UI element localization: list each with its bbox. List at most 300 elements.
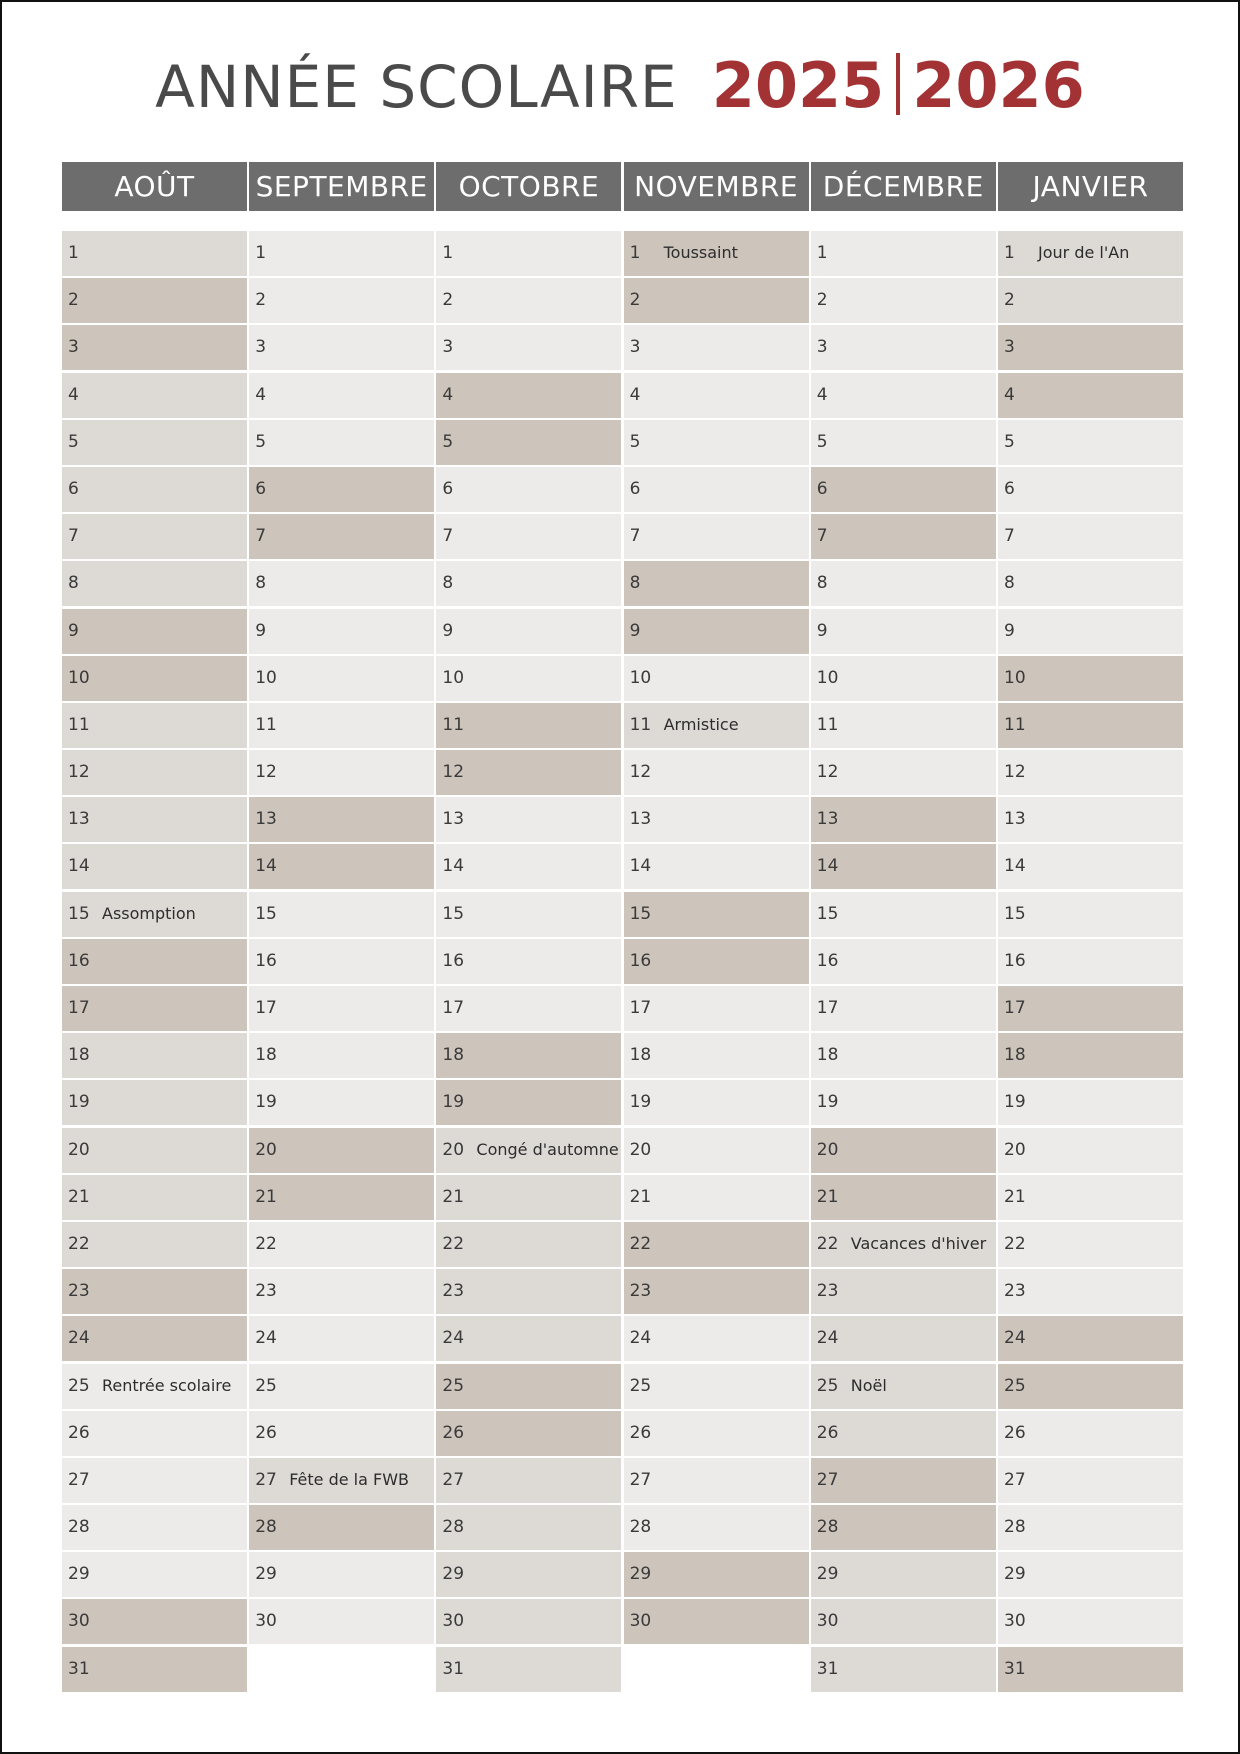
day-cell: [249, 1552, 434, 1597]
day-number: 17: [442, 998, 465, 1018]
day-cell: [436, 373, 621, 418]
day-number: 13: [442, 809, 465, 830]
day-number: 28: [1004, 1517, 1026, 1538]
day-number: 21: [442, 1186, 465, 1207]
day-cell: [998, 561, 1183, 606]
day-cell: [811, 986, 996, 1031]
month-column: [811, 162, 996, 1679]
day-list: [249, 231, 434, 1647]
day-note: Jour de l'An: [1038, 243, 1130, 262]
day-cell: [249, 986, 434, 1031]
day-number: 15: [816, 903, 839, 924]
day-cell: [624, 939, 809, 984]
day-cell: [62, 1128, 247, 1173]
day-number: 8: [255, 573, 267, 594]
day-cell: [62, 1552, 247, 1597]
day-number: 9: [1004, 620, 1015, 641]
day-number: 1: [816, 243, 828, 263]
day-number: 31: [1004, 1658, 1026, 1679]
day-cell: [249, 609, 434, 654]
day-cell: [811, 373, 996, 418]
day-number: 27: [255, 1469, 277, 1490]
day-number: 30: [629, 1611, 652, 1632]
day-cell: [62, 1599, 247, 1644]
day-cell: [62, 797, 247, 842]
day-number: 28: [255, 1517, 277, 1538]
day-cell: [624, 278, 809, 323]
day-cell: [811, 1316, 996, 1361]
day-cell: [62, 373, 247, 418]
day-number: 3: [816, 337, 828, 358]
day-cell: [811, 892, 996, 937]
day-number: 13: [255, 809, 277, 830]
day-number: 5: [629, 431, 641, 452]
day-number: 24: [1004, 1328, 1026, 1349]
day-number: 11: [1004, 714, 1026, 735]
day-number: 31: [816, 1658, 839, 1679]
day-cell: [811, 1128, 996, 1173]
day-list: [811, 231, 996, 1694]
day-cell: [62, 231, 247, 276]
day-number: 7: [1004, 526, 1015, 547]
day-cell: [436, 844, 621, 889]
day-number: 13: [68, 809, 90, 830]
day-cell: [436, 420, 621, 465]
day-cell: [436, 986, 621, 1031]
day-number: 5: [1004, 431, 1015, 452]
day-cell: [436, 656, 621, 701]
day-number: 6: [816, 478, 828, 499]
day-number: 21: [816, 1186, 839, 1207]
day-cell: [62, 609, 247, 654]
day-cell: [249, 1316, 434, 1361]
day-number: 17: [816, 998, 839, 1018]
day-number: 26: [68, 1422, 90, 1443]
day-number: 20: [816, 1139, 839, 1160]
day-cell: [249, 1222, 434, 1267]
day-cell: [811, 1599, 996, 1644]
day-cell: [436, 892, 621, 937]
day-number: 16: [1004, 950, 1026, 971]
day-cell: [998, 844, 1183, 889]
day-cell: [436, 703, 621, 748]
day-cell: [249, 561, 434, 606]
day-list: [998, 231, 1183, 1694]
day-number: 12: [816, 762, 839, 783]
day-number: 4: [816, 384, 828, 405]
day-cell: [998, 656, 1183, 701]
day-number: 30: [442, 1611, 465, 1632]
month-column: [624, 162, 809, 1632]
day-cell: [998, 986, 1183, 1031]
day-cell: [811, 1033, 996, 1078]
day-cell: [998, 1411, 1183, 1456]
day-cell: [998, 1505, 1183, 1550]
day-cell: [624, 1080, 809, 1125]
day-number: 7: [629, 526, 641, 547]
day-cell: [624, 656, 809, 701]
day-number: 2: [629, 290, 641, 311]
day-cell: [62, 1175, 247, 1220]
day-number: 21: [68, 1186, 90, 1207]
month-column: [249, 162, 434, 1632]
day-number: 6: [68, 478, 79, 499]
day-number: 12: [68, 762, 90, 783]
day-cell: [998, 1599, 1183, 1644]
day-number: 8: [816, 573, 828, 594]
day-number: 29: [255, 1564, 277, 1585]
day-number: 10: [816, 667, 839, 688]
day-number: 23: [68, 1281, 90, 1302]
day-number: 18: [816, 1045, 839, 1066]
day-cell: [62, 703, 247, 748]
day-note: Vacances d'hiver: [850, 1233, 987, 1253]
day-cell: [624, 325, 809, 370]
day-number: 23: [629, 1281, 652, 1302]
day-number: 14: [629, 856, 652, 877]
day-number: 1: [1004, 243, 1015, 263]
day-number: 27: [1004, 1469, 1026, 1490]
day-number: 20: [1004, 1139, 1026, 1160]
day-cell: [436, 609, 621, 654]
day-number: 12: [629, 762, 652, 783]
day-cell: [998, 467, 1183, 512]
day-number: 11: [629, 714, 652, 735]
day-cell: [624, 1175, 809, 1220]
day-number: 7: [816, 526, 828, 547]
day-cell: [249, 1175, 434, 1220]
day-number: 2: [816, 290, 828, 311]
day-cell: [998, 1033, 1183, 1078]
day-cell: [998, 939, 1183, 984]
day-cell: [62, 656, 247, 701]
day-cell: [811, 467, 996, 512]
day-number: 23: [1004, 1281, 1026, 1302]
day-number: 14: [816, 856, 839, 877]
day-number: 2: [255, 290, 267, 311]
day-cell: [998, 1458, 1183, 1503]
day-cell: [998, 1269, 1183, 1314]
day-cell: [436, 1269, 621, 1314]
day-number: 1: [442, 243, 454, 263]
month-header: NOVEMBRE: [624, 162, 809, 211]
day-number: 17: [255, 998, 277, 1018]
day-cell: [62, 1458, 247, 1503]
day-cell: [249, 514, 434, 559]
day-number: 29: [442, 1564, 465, 1585]
title-years: [712, 49, 1085, 122]
month-header: SEPTEMBRE: [249, 162, 434, 211]
day-number: 8: [68, 573, 79, 594]
month-column: [62, 162, 247, 1679]
day-number: 17: [68, 998, 90, 1018]
day-number: 26: [255, 1422, 277, 1443]
day-number: 16: [255, 950, 277, 971]
month-column: [998, 162, 1183, 1679]
day-number: 15: [68, 903, 90, 924]
day-number: 13: [1004, 809, 1026, 830]
day-cell: [624, 1411, 809, 1456]
day-number: 3: [255, 337, 267, 358]
day-cell: [62, 1269, 247, 1314]
day-number: 24: [68, 1328, 90, 1349]
day-cell: [998, 1222, 1183, 1267]
day-cell: [998, 1316, 1183, 1361]
day-cell: [436, 325, 621, 370]
day-number: 7: [442, 526, 454, 547]
day-cell: [811, 797, 996, 842]
day-cell: [811, 609, 996, 654]
day-number: 27: [816, 1469, 839, 1490]
day-number: 8: [629, 573, 641, 594]
day-number: 10: [68, 667, 90, 688]
day-number: 18: [255, 1045, 277, 1066]
day-number: 18: [68, 1045, 90, 1066]
day-cell: [998, 231, 1183, 276]
day-cell: [998, 1552, 1183, 1597]
day-cell: [624, 750, 809, 795]
day-list: [436, 231, 621, 1694]
day-cell: [811, 325, 996, 370]
month-header: AOÛT: [62, 162, 247, 211]
day-number: 22: [1004, 1233, 1026, 1254]
day-cell: [624, 373, 809, 418]
day-number: 3: [442, 337, 454, 358]
day-cell: [624, 231, 809, 276]
day-number: 12: [1004, 762, 1026, 783]
day-cell: [811, 1269, 996, 1314]
day-number: 23: [255, 1281, 277, 1302]
day-cell: [624, 467, 809, 512]
day-number: 2: [442, 290, 454, 311]
day-cell: [624, 1222, 809, 1267]
day-number: 13: [629, 809, 652, 830]
day-cell: [811, 561, 996, 606]
day-cell: [249, 1269, 434, 1314]
day-number: 3: [1004, 337, 1015, 358]
day-cell: [62, 939, 247, 984]
day-cell: [811, 278, 996, 323]
day-number: 10: [629, 667, 652, 688]
day-number: 30: [68, 1611, 90, 1632]
day-number: 12: [442, 762, 465, 783]
day-number: 29: [1004, 1564, 1026, 1585]
day-number: 19: [816, 1092, 839, 1113]
day-cell: [436, 231, 621, 276]
day-number: 19: [1004, 1092, 1026, 1113]
day-cell: [811, 1411, 996, 1456]
year-separator: [896, 53, 900, 115]
day-cell: [62, 278, 247, 323]
day-number: 15: [442, 903, 465, 924]
day-cell: [436, 1458, 621, 1503]
day-number: 4: [68, 384, 79, 405]
day-cell: [436, 1175, 621, 1220]
day-cell: [436, 1552, 621, 1597]
day-cell: [436, 750, 621, 795]
title-main: ANNÉE SCOLAIRE: [155, 53, 678, 121]
day-cell: [998, 1175, 1183, 1220]
day-cell: [62, 1647, 247, 1692]
day-number: 27: [68, 1469, 90, 1490]
day-cell: [811, 1222, 996, 1267]
day-number: 28: [816, 1517, 839, 1538]
day-cell: [998, 1647, 1183, 1692]
day-number: 7: [68, 526, 79, 547]
day-number: 23: [442, 1281, 465, 1302]
day-number: 9: [816, 620, 828, 641]
day-cell: [436, 1364, 621, 1409]
day-number: 27: [629, 1469, 652, 1490]
day-number: 6: [629, 478, 641, 499]
day-cell: [624, 1033, 809, 1078]
day-cell: [249, 467, 434, 512]
day-cell: [624, 892, 809, 937]
day-number: 28: [442, 1517, 465, 1538]
day-number: 14: [68, 856, 90, 877]
day-number: 20: [442, 1139, 465, 1160]
day-cell: [998, 1128, 1183, 1173]
day-number: 26: [816, 1422, 839, 1443]
day-number: 15: [1004, 903, 1026, 924]
year-start: 2025: [711, 49, 885, 122]
day-number: 6: [255, 478, 267, 499]
day-number: 14: [442, 856, 465, 877]
day-cell: [249, 1364, 434, 1409]
day-cell: [436, 561, 621, 606]
month-header: JANVIER: [998, 162, 1183, 211]
day-number: 3: [629, 337, 641, 358]
day-cell: [249, 844, 434, 889]
day-cell: [624, 797, 809, 842]
day-cell: [62, 844, 247, 889]
day-cell: [436, 1647, 621, 1692]
day-cell: [624, 1364, 809, 1409]
day-cell: [249, 656, 434, 701]
day-number: 16: [629, 950, 652, 971]
day-number: 9: [629, 620, 641, 641]
day-cell: [249, 373, 434, 418]
day-cell: [436, 514, 621, 559]
day-cell: [62, 1222, 247, 1267]
day-cell: [249, 1599, 434, 1644]
day-number: 7: [255, 526, 267, 547]
day-number: 5: [68, 431, 79, 452]
day-number: 4: [1004, 384, 1015, 405]
day-cell: [436, 278, 621, 323]
day-cell: [811, 231, 996, 276]
day-cell: [436, 467, 621, 512]
day-cell: [998, 278, 1183, 323]
day-number: 30: [255, 1611, 277, 1632]
day-cell: [436, 1080, 621, 1125]
day-number: 19: [255, 1092, 277, 1113]
day-cell: [249, 797, 434, 842]
day-note: Fête de la FWB: [289, 1469, 409, 1489]
day-number: 21: [1004, 1186, 1026, 1207]
day-cell: [249, 703, 434, 748]
day-list: [62, 231, 247, 1694]
day-cell: [811, 750, 996, 795]
day-cell: [62, 1364, 247, 1409]
day-number: 9: [255, 620, 267, 641]
day-number: 29: [629, 1564, 652, 1585]
day-cell: [249, 325, 434, 370]
day-cell: [998, 325, 1183, 370]
day-number: 19: [442, 1092, 465, 1113]
day-cell: [624, 1128, 809, 1173]
day-cell: [249, 939, 434, 984]
day-number: 14: [1004, 856, 1026, 877]
day-number: 18: [629, 1045, 652, 1066]
day-number: 26: [629, 1422, 652, 1443]
day-cell: [62, 420, 247, 465]
day-cell: [249, 231, 434, 276]
day-number: 24: [255, 1328, 277, 1349]
day-cell: [811, 656, 996, 701]
day-number: 12: [255, 762, 277, 783]
day-number: 11: [68, 714, 90, 735]
day-cell: [436, 1222, 621, 1267]
day-number: 3: [68, 337, 79, 358]
day-cell: [811, 1080, 996, 1125]
day-cell: [249, 1033, 434, 1078]
day-number: 31: [442, 1658, 465, 1679]
day-number: 4: [629, 384, 641, 405]
day-cell: [811, 420, 996, 465]
day-cell: [249, 420, 434, 465]
day-number: 25: [1004, 1375, 1026, 1396]
day-cell: [436, 797, 621, 842]
day-cell: [249, 892, 434, 937]
day-cell: [62, 1316, 247, 1361]
day-number: 25: [68, 1375, 90, 1396]
day-number: 1: [629, 243, 641, 263]
day-note: Rentrée scolaire: [102, 1375, 232, 1395]
day-number: 9: [68, 620, 79, 641]
day-cell: [998, 750, 1183, 795]
day-cell: [624, 1552, 809, 1597]
page-title: [2, 46, 1238, 142]
day-number: 16: [816, 950, 839, 971]
day-cell: [249, 1458, 434, 1503]
day-cell: [249, 750, 434, 795]
day-cell: [436, 1505, 621, 1550]
day-cell: [62, 1411, 247, 1456]
day-number: 5: [816, 431, 828, 452]
day-number: 22: [68, 1233, 90, 1254]
day-number: 1: [68, 243, 79, 263]
day-number: 16: [442, 950, 465, 971]
day-cell: [436, 1033, 621, 1078]
month-column: [436, 162, 621, 1679]
day-number: 28: [629, 1517, 652, 1538]
day-cell: [436, 1316, 621, 1361]
day-number: 8: [1004, 573, 1015, 594]
day-cell: [624, 986, 809, 1031]
day-note: Noël: [850, 1375, 887, 1395]
day-cell: [998, 1080, 1183, 1125]
day-number: 30: [1004, 1611, 1026, 1632]
day-number: 25: [442, 1375, 465, 1396]
day-number: 23: [816, 1281, 839, 1302]
day-cell: [62, 467, 247, 512]
day-cell: [998, 514, 1183, 559]
day-cell: [998, 373, 1183, 418]
day-cell: [811, 844, 996, 889]
day-number: 24: [816, 1328, 839, 1349]
day-cell: [624, 609, 809, 654]
